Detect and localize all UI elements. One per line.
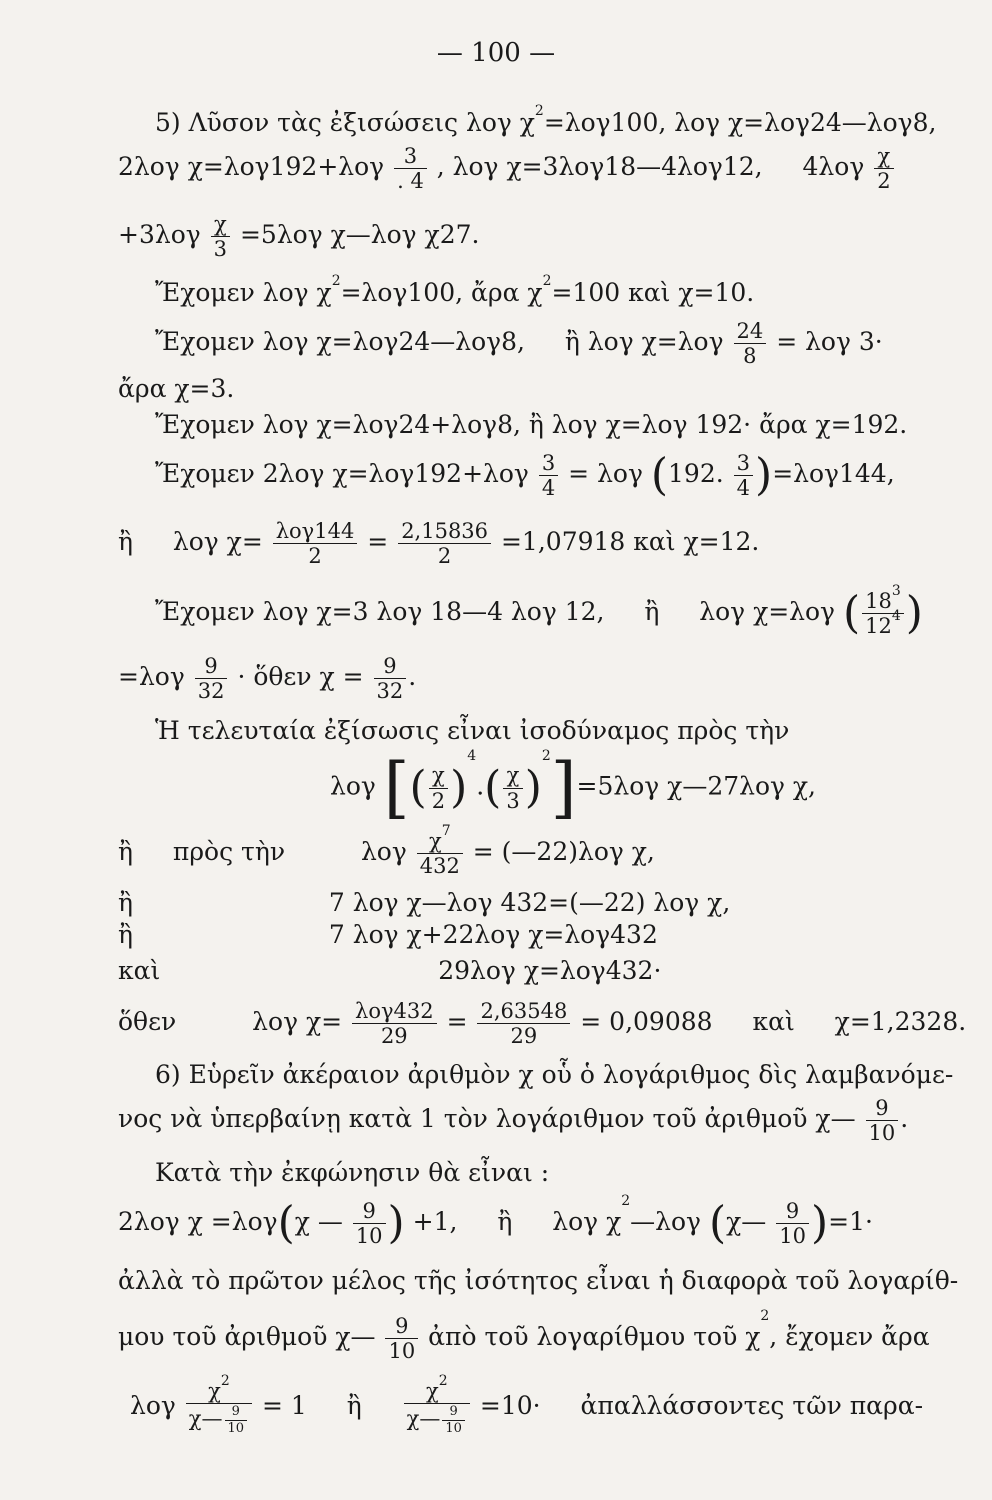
- numerator: 9: [776, 1200, 809, 1224]
- solution-line-14: ὅθεν λογ χ= $\frac{\text{λογ432}}{29}$ = $\frac{2,63548}{29}$ = 0,09088 καὶ χ=1,2328.: [118, 999, 967, 1049]
- solution-line-17: ἀλλὰ τὸ πρῶτον μέλος τῆς ἰσότητος εἶναι ἡ διαφορὰ τοῦ λογαρίθ-: [118, 1266, 959, 1295]
- text: λογ χ=λογ: [699, 597, 835, 627]
- numerator: 24: [734, 320, 767, 344]
- text: πρὸς τὴν: [172, 837, 286, 867]
- solution-line-16: 2λογ χ =λογ(χ — $\frac{9}{10}$ ) +1, ἢ λογ $\chi^2—\lambda o\gamma$ (χ— $\frac{9}{10}$ )=1·: [118, 1193, 873, 1249]
- fraction: [273, 520, 358, 567]
- solution-line-12: [118, 922, 658, 947]
- text: μου τοῦ ἀριθμοῦ χ—: [118, 1322, 376, 1352]
- solution-line-8: Ἡ τελευταία ἐξίσωσις εἶναι ἰσοδύναμος πρὸς τὴν: [155, 716, 790, 745]
- fraction: [417, 823, 463, 879]
- small-fraction: $\frac{9}{10}$: [225, 1405, 248, 1435]
- denominator: . 4: [397, 169, 424, 194]
- text: καὶ: [752, 1007, 795, 1037]
- fraction: [195, 655, 228, 702]
- text: λογ: [330, 771, 376, 801]
- text: 2λογ χ =λογ: [118, 1207, 278, 1237]
- solution-line-13: [118, 958, 661, 983]
- fraction: [385, 1315, 418, 1362]
- paren-open: (: [842, 587, 861, 639]
- text: ἢ: [644, 597, 660, 627]
- numerator: 9: [866, 1097, 899, 1121]
- text: · ὅθεν χ =: [237, 662, 364, 692]
- fraction: [776, 1200, 809, 1247]
- numerator: $18^3$: [862, 590, 904, 614]
- fraction: [503, 764, 522, 811]
- denominator: 32: [197, 679, 225, 704]
- text: 29λογ χ=λογ432·: [438, 956, 662, 985]
- denominator: 4: [736, 476, 751, 501]
- fraction: [429, 764, 448, 811]
- numerator: χ: [211, 213, 230, 237]
- text: +1,: [412, 1207, 458, 1237]
- small-fraction: $\frac{9}{10}$: [442, 1405, 465, 1435]
- text: =λογ100, λογ χ=λογ24—λογ8,: [543, 108, 937, 137]
- denominator: 2: [437, 544, 452, 569]
- solution-line-18: μου τοῦ ἀριθμοῦ χ— $\frac{9}{10}$ ἀπὸ τοῦ λογαρίθμου τοῦ $\chi^2$, ἔχομεν ἄρα: [118, 1308, 930, 1364]
- solution-line-9: λογ [( $\frac{\chi}{2}$ )$^4$.( $\frac{\chi}{3}$ )$^2$]=5λογ χ—27λογ χ,: [330, 748, 817, 826]
- fraction: [866, 1097, 899, 1144]
- fraction: [398, 520, 491, 567]
- text: 4λογ: [802, 152, 865, 182]
- denominator: 4: [541, 476, 556, 501]
- text: =100 καὶ χ=10.: [551, 278, 755, 307]
- paren-open: (: [650, 449, 669, 501]
- solution-line-11: [118, 890, 730, 915]
- text: ἢ: [497, 1207, 513, 1237]
- text: = (—22)λογ χ,: [472, 837, 655, 867]
- text: =1·: [828, 1207, 873, 1237]
- text: λογ χ=: [252, 1007, 343, 1037]
- text: λογ χ=: [172, 527, 263, 557]
- numerator: χ: [874, 145, 893, 169]
- text: = λογ 3·: [776, 327, 883, 357]
- numerator: χ: [503, 764, 522, 788]
- denominator: 10: [355, 1224, 383, 1249]
- denominator: 3: [506, 788, 520, 813]
- text: =λογ144,: [772, 459, 895, 489]
- numerator: $\chi^7$: [417, 830, 463, 854]
- numerator: 9: [385, 1315, 418, 1339]
- text: —λογ: [630, 1207, 701, 1237]
- fraction: [353, 1200, 386, 1247]
- text: Ἔχομεν λογ χ: [155, 278, 332, 307]
- bracket-close: ]: [550, 749, 577, 826]
- text: =5λογ χ—27λογ χ,: [576, 771, 817, 801]
- fraction: [404, 1373, 470, 1436]
- text: ἢ: [118, 888, 133, 917]
- solution-line-19: [130, 1373, 924, 1436]
- text: λογ: [360, 837, 407, 867]
- fraction: [186, 1373, 252, 1436]
- problem-5-line-2: [118, 145, 896, 192]
- text: =1,07918 καὶ χ=12.: [500, 527, 760, 557]
- text: 192.: [668, 459, 724, 489]
- text: , λογ χ=3λογ18—4λογ12,: [436, 152, 763, 182]
- fraction: [211, 213, 230, 260]
- denominator: 2: [431, 788, 446, 813]
- numerator: 3: [539, 452, 558, 476]
- bracket-open: [: [383, 749, 410, 826]
- text: = 1: [262, 1391, 307, 1421]
- fraction: [374, 655, 407, 702]
- problem-5-line-1: [155, 103, 937, 137]
- text: 7 λογ χ+22λογ χ=λογ432: [328, 920, 658, 949]
- problem-6-line-1: 6) Εὑρεῖν ἀκέραιον ἀριθμὸν χ οὗ ὁ λογάριθμος δὶς λαμβανόμε-: [155, 1060, 954, 1089]
- text: χ—: [726, 1207, 767, 1237]
- fraction: [734, 452, 753, 499]
- denominator: 3: [213, 237, 228, 262]
- text: =10·: [479, 1391, 541, 1421]
- numerator: 9: [353, 1200, 386, 1224]
- solution-line-2: [155, 320, 883, 367]
- numerator: λογ432: [352, 1000, 437, 1024]
- text: Ἔχομεν λογ χ=λογ24—λογ8,: [155, 327, 525, 357]
- denominator: 29: [510, 1024, 538, 1049]
- numerator: χ: [429, 764, 448, 788]
- numerator: 3: [394, 145, 427, 169]
- denominator: χ— $\frac{9}{10}$: [186, 1404, 252, 1435]
- text: = λογ: [568, 459, 643, 489]
- fraction: [477, 1000, 570, 1047]
- text: ἢ: [118, 527, 133, 557]
- solution-line-7: =λογ $\frac{9}{32}$ · ὅθεν χ = $\frac{9}{32}$ .: [118, 654, 417, 704]
- solution-line-4: [155, 449, 895, 501]
- text: ἢ: [118, 920, 133, 949]
- fraction: [352, 1000, 437, 1047]
- numerator: 3: [734, 452, 753, 476]
- denominator: 8: [743, 344, 757, 369]
- problem-5-line-3: [118, 213, 479, 260]
- numerator: $\chi^2$: [186, 1380, 252, 1404]
- text: +3λογ: [118, 220, 201, 250]
- fraction: [862, 583, 904, 639]
- denominator: 29: [380, 1024, 408, 1049]
- numerator: $\chi^2$: [404, 1380, 470, 1404]
- exponent: 2: [534, 103, 544, 119]
- solution-line-1: [155, 273, 755, 307]
- text: χ=1,2328.: [834, 1007, 967, 1037]
- text: ὅθεν: [118, 1007, 177, 1037]
- text: λογ χ: [552, 1207, 622, 1237]
- text: ἀπὸ τοῦ λογαρίθμου τοῦ χ: [428, 1322, 761, 1352]
- solution-line-10: [118, 823, 655, 879]
- fraction: [394, 145, 427, 192]
- fraction: [734, 320, 767, 367]
- denominator: χ— $\frac{9}{10}$: [404, 1404, 470, 1435]
- text: λογ: [130, 1391, 176, 1421]
- numerator: 2,63548: [477, 1000, 570, 1024]
- page-number: — 100 —: [436, 38, 556, 68]
- solution-line-15: Κατὰ τὴν ἐκφώνησιν θὰ εἶναι :: [155, 1158, 550, 1187]
- denominator: 10: [388, 1339, 416, 1364]
- denominator: 2: [308, 544, 322, 569]
- solution-line-5: ἢ λογ χ= $\frac{\text{λογ144}}{2}$ = $\frac{2,15836}{2}$ =1,07918 καὶ χ=12.: [118, 519, 760, 569]
- denominator: $12^4$: [865, 608, 901, 639]
- problem-6-line-2: νος νὰ ὑπερβαίνῃ κατὰ 1 τὸν λογάριθμον τοῦ ἀριθμοῦ χ— $\frac{9}{10}$ .: [118, 1096, 909, 1146]
- numerator: 9: [195, 655, 228, 679]
- text: ἢ: [118, 837, 133, 867]
- text: , ἔχομεν ἄρα: [769, 1322, 930, 1352]
- text: ἀπαλλάσσοντες τῶν παρα-: [580, 1391, 924, 1421]
- denominator: 2: [877, 169, 891, 194]
- numerator: 9: [374, 655, 407, 679]
- text: ἢ λογ χ=λογ: [564, 327, 724, 357]
- denominator: 32: [376, 679, 404, 704]
- exponent: 2: [542, 273, 552, 289]
- text: 7 λογ χ—λογ 432=(—22) λογ χ,: [328, 888, 731, 917]
- paren-close: ): [755, 449, 773, 501]
- fraction: [874, 145, 893, 192]
- exponent: 2: [331, 273, 341, 289]
- text: καὶ: [118, 956, 161, 985]
- text: 5) Λῦσον τὰς ἐξισώσεις λογ χ: [155, 108, 535, 137]
- text: 2λογ χ=λογ192+λογ: [118, 152, 385, 182]
- text: = 0,09088: [580, 1007, 713, 1037]
- text: =λογ100, ἄρα χ: [340, 278, 543, 307]
- numerator: 2,15836: [398, 520, 491, 544]
- text: =5λογ χ—λογ χ27.: [239, 220, 480, 250]
- denominator: 10: [868, 1121, 896, 1146]
- denominator: 432: [419, 854, 460, 879]
- text: =λογ: [118, 662, 185, 692]
- text: χ —: [294, 1207, 343, 1237]
- fraction: [539, 452, 558, 499]
- paren-close: ): [905, 587, 923, 639]
- text: Ἔχομεν 2λογ χ=λογ192+λογ: [155, 459, 529, 489]
- text: Ἔχομεν λογ χ=3 λογ 18—4 λογ 12,: [155, 597, 605, 627]
- text: ἢ: [346, 1391, 362, 1421]
- solution-line-2b: ἄρα χ=3.: [118, 374, 235, 403]
- denominator: 10: [779, 1224, 806, 1249]
- numerator: λογ144: [273, 520, 358, 544]
- solution-line-6: [155, 583, 923, 639]
- text: νος νὰ ὑπερβαίνῃ κατὰ 1 τὸν λογάριθμον τοῦ ἀριθμοῦ χ—: [118, 1104, 856, 1134]
- solution-line-3: Ἔχομεν λογ χ=λογ24+λογ8, ἢ λογ χ=λογ 192· ἄρα χ=192.: [155, 410, 908, 439]
